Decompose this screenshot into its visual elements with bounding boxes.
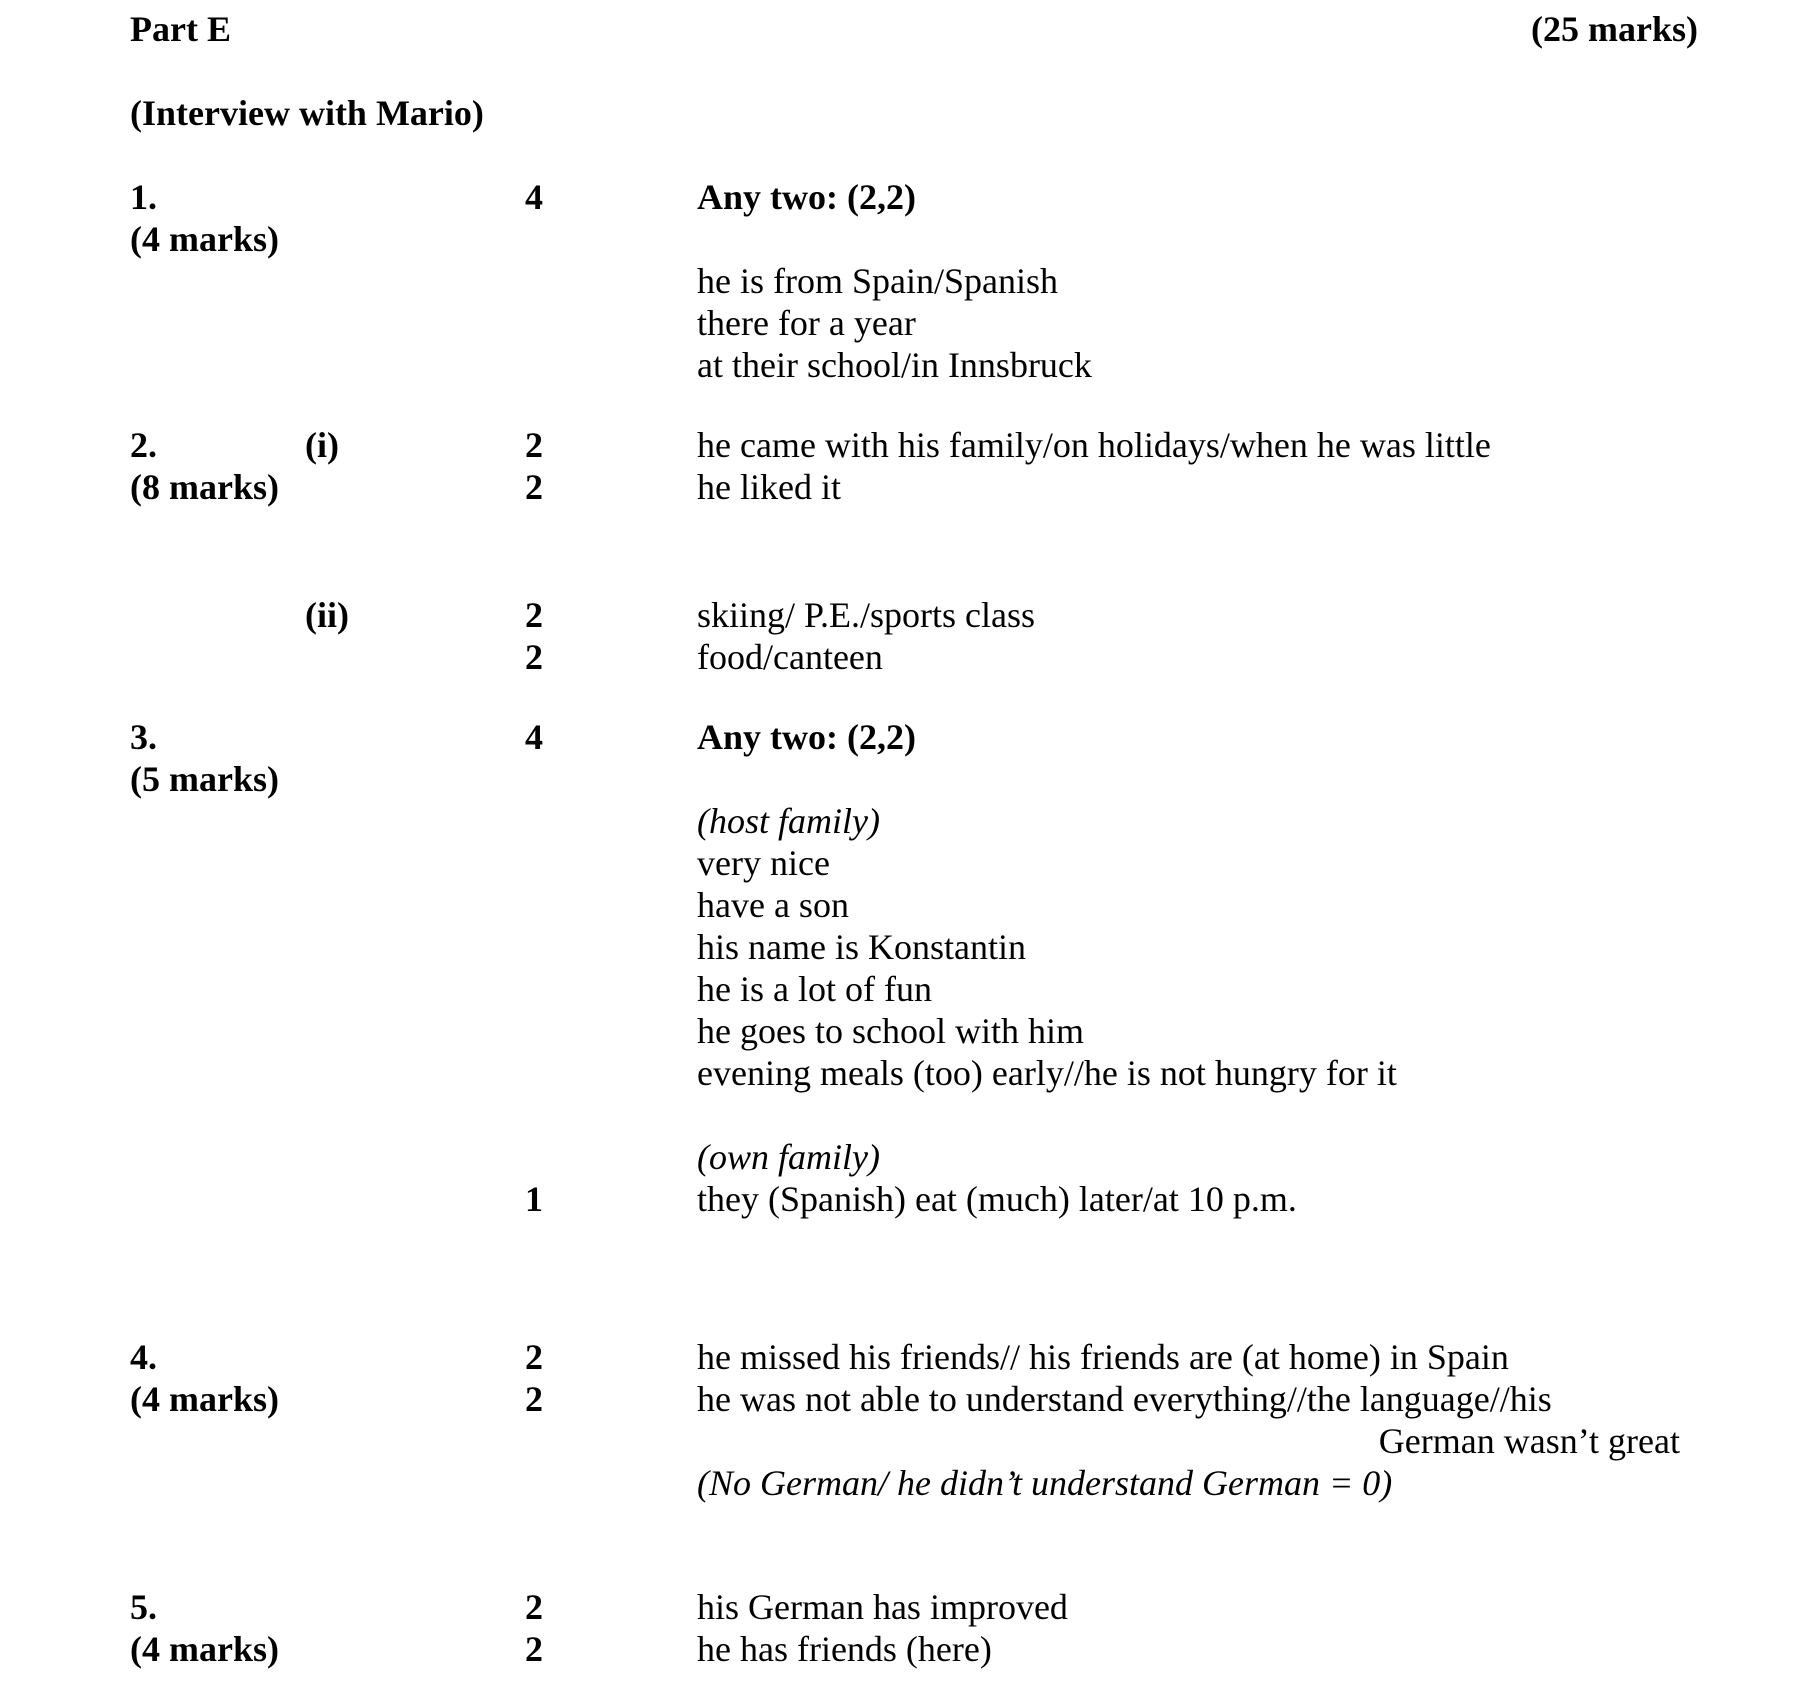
q3-host-answer: his name is Konstantin [697, 927, 1026, 967]
q4-answer-continuation: German wasn’t great [1378, 1421, 1680, 1461]
q1-answer: he is from Spain/Spanish [697, 261, 1058, 301]
q3-own-mark: 1 [525, 1179, 543, 1219]
q4-number: 4. [130, 1337, 157, 1377]
q3-own-family-label: (own family) [697, 1137, 880, 1177]
q5-mark: 2 [525, 1629, 543, 1669]
q1-number: 1. [130, 177, 157, 217]
q2-part-i-label: (i) [305, 425, 339, 465]
q3-host-answer: he goes to school with him [697, 1011, 1084, 1051]
q1-answer: there for a year [697, 303, 916, 343]
q5-answer: his German has improved [697, 1587, 1068, 1627]
q2-ii-answer: skiing/ P.E./sports class [697, 595, 1036, 635]
q2-ii-answer: food/canteen [697, 637, 883, 677]
q2-ii-mark: 2 [525, 637, 543, 677]
q3-host-family-label: (host family) [697, 801, 880, 841]
q5-answer: he has friends (here) [697, 1629, 992, 1669]
q2-part-ii-label: (ii) [305, 595, 349, 635]
q2-i-answer: he liked it [697, 467, 841, 507]
total-marks: (25 marks) [1531, 9, 1698, 49]
q2-i-answer: he came with his family/on holidays/when he was little [697, 425, 1491, 465]
q3-number: 3. [130, 717, 157, 757]
q3-mark: 4 [525, 717, 543, 757]
q4-answer: he missed his friends// his friends are (at home) in Spain [697, 1337, 1509, 1377]
q5-number: 5. [130, 1587, 157, 1627]
q5-marks-label: (4 marks) [130, 1629, 279, 1669]
q4-marks-label: (4 marks) [130, 1379, 279, 1419]
q2-number: 2. [130, 425, 157, 465]
q3-host-answer: very nice [697, 843, 830, 883]
q3-own-answer: they (Spanish) eat (much) later/at 10 p.m. [697, 1179, 1297, 1219]
q3-heading: Any two: (2,2) [697, 717, 916, 757]
q3-host-answer: have a son [697, 885, 849, 925]
q3-host-answer: evening meals (too) early//he is not hungry for it [697, 1053, 1397, 1093]
q4-mark: 2 [525, 1337, 543, 1377]
q1-marks-label: (4 marks) [130, 219, 279, 259]
part-title: Part E [130, 9, 231, 49]
q4-mark: 2 [525, 1379, 543, 1419]
q5-mark: 2 [525, 1587, 543, 1627]
q1-mark: 4 [525, 177, 543, 217]
q4-note: (No German/ he didn’t understand German = 0) [697, 1463, 1393, 1503]
section-subtitle: (Interview with Mario) [130, 93, 484, 133]
q2-marks-label: (8 marks) [130, 467, 279, 507]
q2-ii-mark: 2 [525, 595, 543, 635]
q3-marks-label: (5 marks) [130, 759, 279, 799]
q4-answer: he was not able to understand everything//the language//his [697, 1379, 1552, 1419]
q2-i-mark: 2 [525, 425, 543, 465]
q2-i-mark: 2 [525, 467, 543, 507]
q3-host-answer: he is a lot of fun [697, 969, 932, 1009]
q1-answer: at their school/in Innsbruck [697, 345, 1092, 385]
q1-heading: Any two: (2,2) [697, 177, 916, 217]
